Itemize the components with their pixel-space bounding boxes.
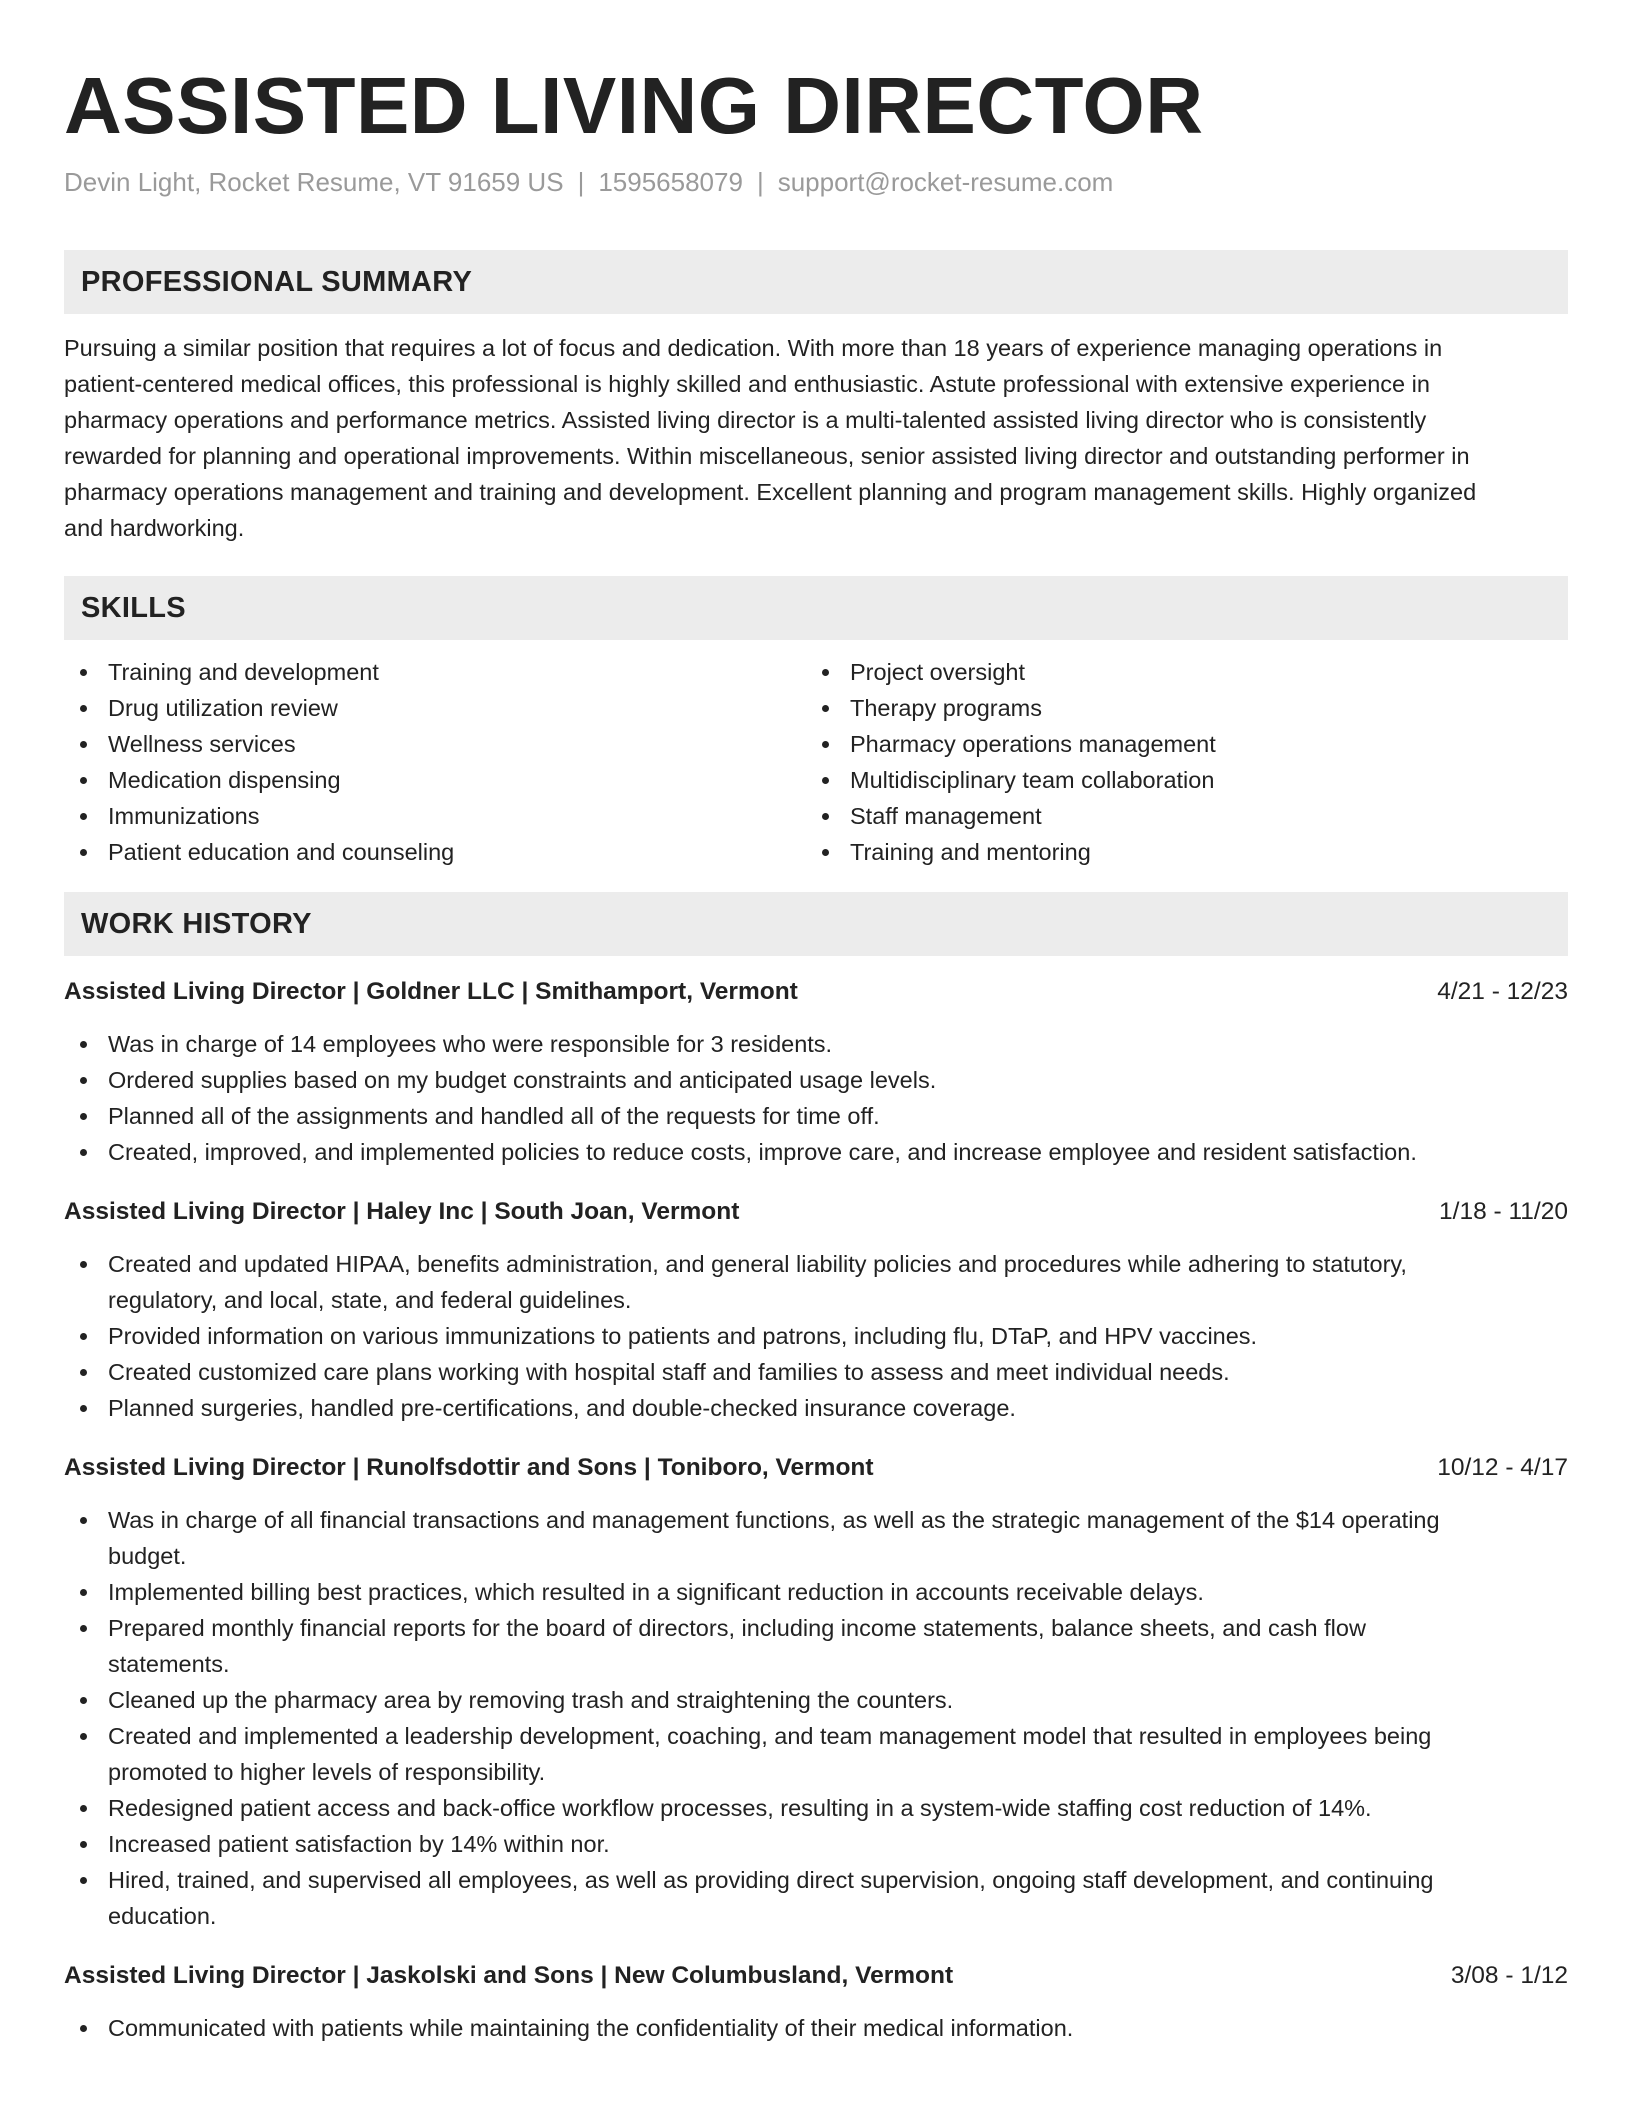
summary-text [64, 330, 1568, 546]
job-bullet [64, 1682, 1568, 1718]
job-bullet-line: Planned all of the assignments and handled all of the requests for time off. [108, 1103, 880, 1129]
skill-item: Multidisciplinary team collaboration [806, 762, 1548, 798]
job-bullet-line: Was in charge of all financial transactions and management functions, as well as the strategic management of the $14 operating [108, 1507, 1440, 1533]
job-bullet-line: Created customized care plans working with hospital staff and families to assess and meet individual needs. [108, 1359, 1230, 1385]
job-bullets [64, 2010, 1568, 2046]
skill-item: Training and development [64, 654, 806, 690]
job-heading [64, 1194, 1568, 1230]
job-bullet-line: statements. [108, 1651, 230, 1677]
job-bullet-line: Redesigned patient access and back-office workflow processes, resulting in a system-wide staffing cost reduction of 14%. [108, 1795, 1372, 1821]
job-bullet-line: Created, improved, and implemented policies to reduce costs, improve care, and increase employee and resident satisfaction. [108, 1139, 1417, 1165]
summary-heading: PROFESSIONAL SUMMARY [64, 250, 1568, 314]
contact-line [64, 164, 1568, 200]
summary-line: and hardworking. [64, 515, 245, 541]
skills-column-right [806, 654, 1548, 870]
job-bullet-line: budget. [108, 1543, 187, 1569]
skill-item: Patient education and counseling [64, 834, 806, 870]
job-title: Assisted Living Director | Haley Inc | South Joan, Vermont [64, 1198, 740, 1225]
job-bullet [64, 1134, 1568, 1170]
job-bullet [64, 1790, 1568, 1826]
job-bullet-line: Prepared monthly financial reports for the board of directors, including income statements, balance sheets, and cash flow [108, 1615, 1366, 1641]
job-bullet [64, 1098, 1568, 1134]
work-history-heading: WORK HISTORY [64, 892, 1568, 956]
page-title: ASSISTED LIVING DIRECTOR [64, 61, 1204, 150]
job-bullet [64, 1390, 1568, 1426]
job-bullet-line: Ordered supplies based on my budget constraints and anticipated usage levels. [108, 1067, 937, 1093]
job-bullet-line: Implemented billing best practices, which resulted in a significant reduction in accounts receivable delays. [108, 1579, 1204, 1605]
job-heading [64, 1450, 1568, 1486]
job-heading [64, 974, 1568, 1010]
job-bullet [64, 1862, 1568, 1934]
job-bullet-line: Increased patient satisfaction by 14% within nor. [108, 1831, 610, 1857]
contact-address: Devin Light, Rocket Resume, VT 91659 US [64, 167, 564, 197]
job-bullet [64, 1246, 1568, 1318]
job-dates: 3/08 - 1/12 [1450, 1962, 1568, 1989]
skills-heading: SKILLS [64, 576, 1568, 640]
job-bullet [64, 1354, 1568, 1390]
job-bullets [64, 1246, 1568, 1426]
job-bullet-line: education. [108, 1903, 217, 1929]
summary-line: pharmacy operations and performance metrics. Assisted living director is a multi-talented assisted living director who is consistently [64, 407, 1427, 433]
job-entry [64, 974, 1568, 1170]
skills-column-left [64, 654, 806, 870]
job-bullet-line: Planned surgeries, handled pre-certifications, and double-checked insurance coverage. [108, 1395, 1016, 1421]
skill-item: Immunizations [64, 798, 806, 834]
job-bullet-line: regulatory, and local, state, and federal guidelines. [108, 1287, 632, 1313]
job-bullet-line: promoted to higher levels of responsibility. [108, 1759, 546, 1785]
job-title: Assisted Living Director | Goldner LLC | Smithamport, Vermont [64, 978, 798, 1005]
contact-phone: 1595658079 [598, 167, 743, 197]
skill-item: Project oversight [806, 654, 1548, 690]
job-bullet-line: Created and updated HIPAA, benefits administration, and general liability policies and procedures while adhering to statutory, [108, 1251, 1407, 1277]
job-title: Assisted Living Director | Jaskolski and Sons | New Columbusland, Vermont [64, 1962, 954, 1989]
job-bullet [64, 1826, 1568, 1862]
job-entry [64, 1194, 1568, 1426]
job-bullet [64, 1062, 1568, 1098]
job-bullets [64, 1502, 1568, 1934]
job-bullet [64, 1318, 1568, 1354]
contact-separator: | [756, 167, 764, 197]
skill-item: Drug utilization review [64, 690, 806, 726]
job-bullets [64, 1026, 1568, 1170]
skill-item: Staff management [806, 798, 1548, 834]
job-bullet [64, 1502, 1568, 1574]
job-bullet-line: Provided information on various immunizations to patients and patrons, including flu, DTaP, and HPV vaccines. [108, 1323, 1258, 1349]
job-dates: 1/18 - 11/20 [1439, 1198, 1568, 1225]
job-bullet-line: Hired, trained, and supervised all employees, as well as providing direct supervision, ongoing staff development, and continuing [108, 1867, 1434, 1893]
skill-item: Therapy programs [806, 690, 1548, 726]
job-dates: 4/21 - 12/23 [1437, 978, 1568, 1005]
contact-email: support@rocket-resume.com [777, 167, 1114, 197]
job-title: Assisted Living Director | Runolfsdottir and Sons | Toniboro, Vermont [64, 1454, 874, 1481]
work-history-list [64, 974, 1568, 2046]
skill-item: Pharmacy operations management [806, 726, 1548, 762]
job-bullet [64, 1718, 1568, 1790]
skill-item: Wellness services [64, 726, 806, 762]
skills-list [64, 654, 1568, 870]
job-bullet-line: Communicated with patients while maintaining the confidentiality of their medical information. [108, 2015, 1074, 2041]
summary-line: Pursuing a similar position that requires a lot of focus and dedication. With more than 18 years of experience managing operations in [64, 335, 1443, 361]
job-heading [64, 1958, 1568, 1994]
skill-item: Training and mentoring [806, 834, 1548, 870]
job-bullet-line: Created and implemented a leadership development, coaching, and team management model that resulted in employees being [108, 1723, 1432, 1749]
job-entry [64, 1958, 1568, 2046]
job-entry [64, 1450, 1568, 1934]
summary-line: pharmacy operations management and training and development. Excellent planning and program management skills. Highly organized [64, 479, 1477, 505]
job-bullet [64, 1610, 1568, 1682]
summary-line: patient-centered medical offices, this professional is highly skilled and enthusiastic. Astute professional with extensive experience in [64, 371, 1430, 397]
job-bullet-line: Cleaned up the pharmacy area by removing trash and straightening the counters. [108, 1687, 954, 1713]
job-dates: 10/12 - 4/17 [1437, 1454, 1568, 1481]
contact-separator: | [577, 167, 585, 197]
job-bullet [64, 1026, 1568, 1062]
job-bullet-line: Was in charge of 14 employees who were responsible for 3 residents. [108, 1031, 833, 1057]
job-bullet [64, 2010, 1568, 2046]
summary-line: rewarded for planning and operational improvements. Within miscellaneous, senior assisted living director and outstanding performer in [64, 443, 1470, 469]
job-bullet [64, 1574, 1568, 1610]
skill-item: Medication dispensing [64, 762, 806, 798]
